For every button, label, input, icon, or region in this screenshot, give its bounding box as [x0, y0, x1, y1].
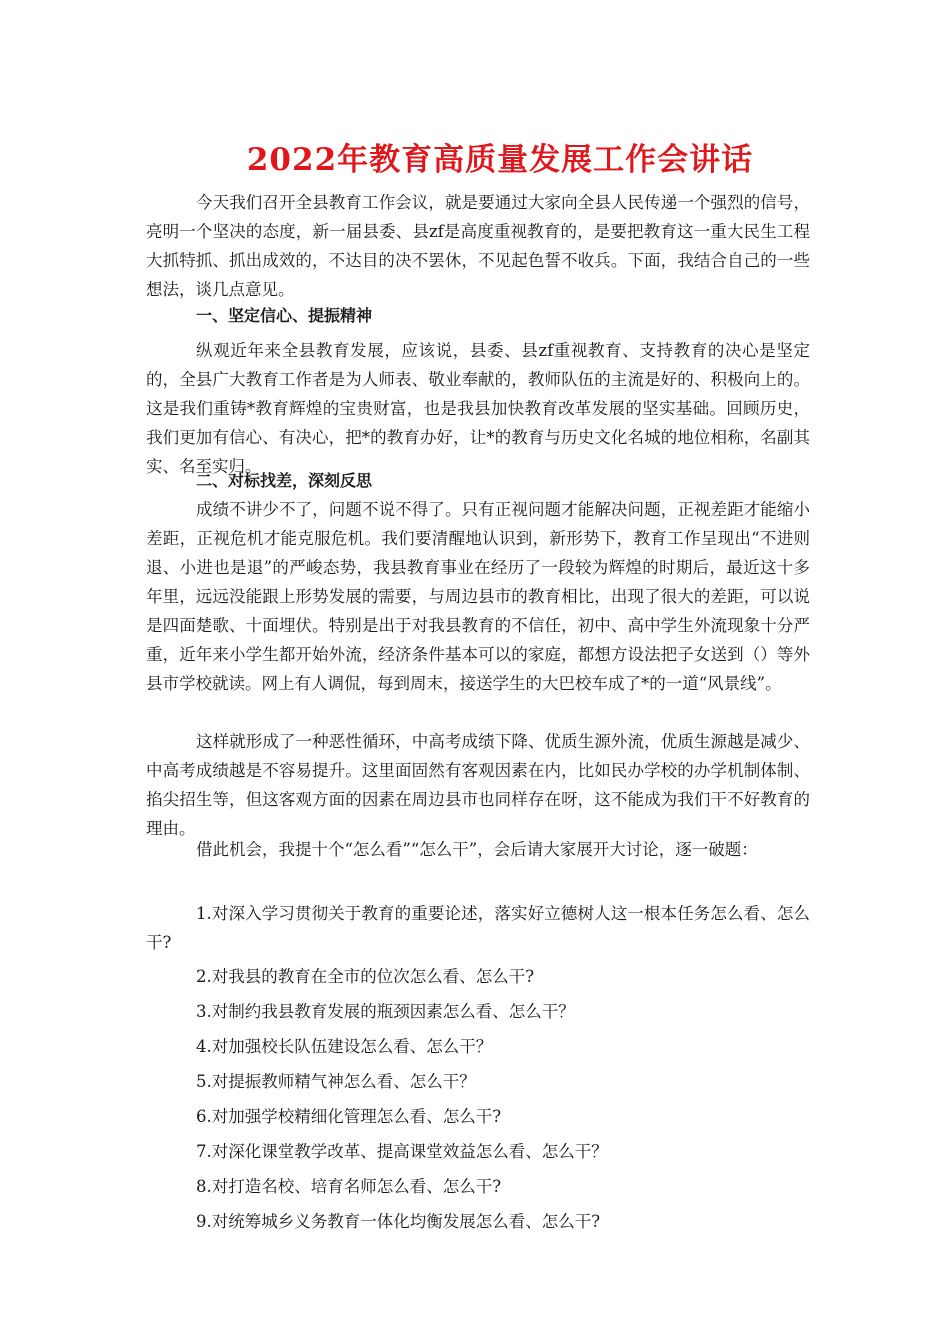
section2-heading: 二、对标找差，深刻反思: [196, 471, 373, 490]
section2-paragraph-3: 借此机会，我提十个“怎么看”“怎么干”，会后请大家展开大讨论，逐一破题：: [196, 840, 758, 859]
list-item: 2.对我县的教育在全市的位次怎么看、怎么干?: [196, 967, 535, 986]
list-item: 6.对加强学校精细化管理怎么看、怎么干?: [196, 1107, 502, 1126]
list-item: 8.对打造名校、培育名师怎么看、怎么干?: [196, 1177, 502, 1196]
document-title: 2022年教育高质量发展工作会讲话: [246, 142, 754, 178]
list-item: 5.对提振教师精气神怎么看、怎么干？: [196, 1072, 476, 1091]
section2-paragraph-2: 这样就形成了一种恶性循环，中高考成绩下降、优质生源外流，优质生源越是减少、中高考成绩越是不容易提升。这里面固然有客观因素在内，比如民办学校的办学机制体制、掐尖招生等，但这客观方面的因素在周边县市也同样存在呀，这不能成为我们干不好教育的理由。: [146, 732, 810, 838]
list-item: 1.对深入学习贯彻关于教育的重要论述，落实好立德树人这一根本任务怎么看、怎么干?: [146, 904, 810, 952]
list-item: 9.对统筹城乡义务教育一体化均衡发展怎么看、怎么干?: [196, 1212, 601, 1231]
section1-heading: 一、坚定信心、提振精神: [196, 306, 373, 325]
section2-paragraph-1: 成绩不讲少不了，问题不说不得了。只有正视问题才能解决问题，正视差距才能缩小差距，正视危机才能克服危机。我们要清醒地认识到，新形势下，教育工作呈现出“不进则退、小进也是退”的严峻态势，我县教育事业在经历了一段较为辉煌的时期后，最近这十多年里，远远没能跟上形势发展的需要，与周边县市的教育相比，出现了很大的差距，可以说是四面楚歌、十面埋伏。特别是出于对我县教育的不信任，初中、高中学生外流现象十分严重，近年来小学生都开始外流，经济条件基本可以的家庭，都想方设法把子女送到（）等外县市学校就读。网上有人调侃，每到周末，接送学生的大巴校车成了*的一道“风景线”。: [146, 500, 810, 693]
intro-paragraph: 今天我们召开全县教育工作会议，就是要通过大家向全县人民传递一个强烈的信号，亮明一个坚决的态度，新一届县委、县zf是高度重视教育的，是要把教育这一重大民生工程大抓特抓、抓出成效的，不达目的决不罢休，不见起色誓不收兵。下面，我结合自己的一些想法，谈几点意见。: [146, 193, 810, 299]
section1-paragraph: 纵观近年来全县教育发展，应该说，县委、县zf重视教育、支持教育的决心是坚定的，全县广大教育工作者是为人师表、敬业奉献的，教师队伍的主流是好的、积极向上的。这是我们重铸*教育辉煌的宝贵财富，也是我县加快教育改革发展的坚实基础。回顾历史，我们更加有信心、有决心，把*的教育办好，让*的教育与历史文化名城的地位相称，名副其实、名至实归。: [146, 341, 810, 476]
list-item: 7.对深化课堂教学改革、提高课堂效益怎么看、怎么干？: [196, 1142, 608, 1161]
list-item: 4.对加强校长队伍建设怎么看、怎么干？: [196, 1037, 493, 1056]
list-item: 3.对制约我县教育发展的瓶颈因素怎么看、怎么干？: [196, 1002, 575, 1021]
